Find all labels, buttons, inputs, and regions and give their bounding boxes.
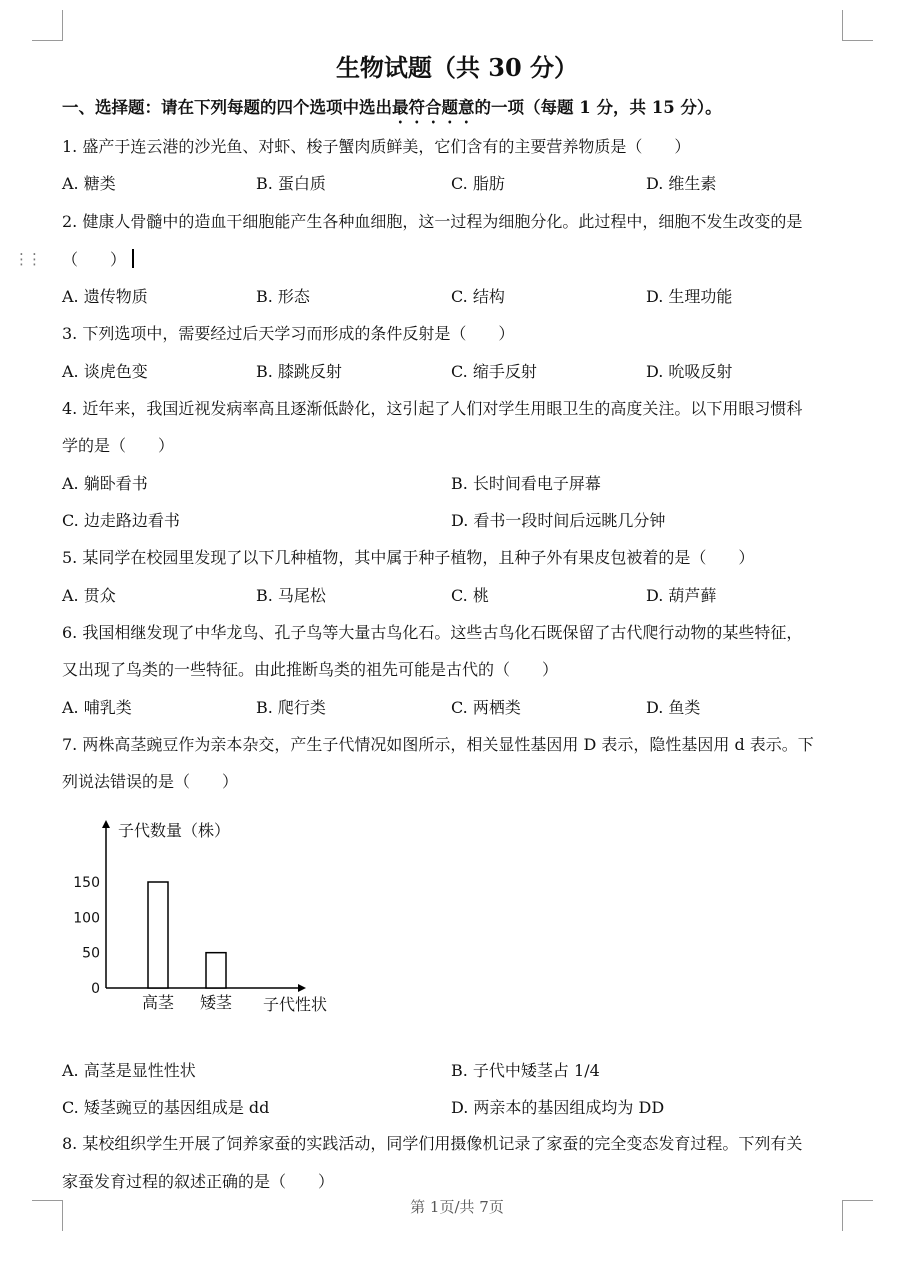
question-2-option-b: B. 形态 (256, 287, 310, 306)
question-5-option-a: A. 贯众 (62, 586, 116, 605)
y-tick-label: 100 (73, 910, 100, 927)
section-heading-emphasis: 最符合题意 (392, 98, 475, 117)
question-7-option-a: A. 高茎是显性性状 (62, 1061, 196, 1080)
bar-2 (206, 953, 226, 988)
offspring-bar-chart (60, 810, 360, 1025)
section-heading-prefix: 一、选择题：请在下列每题的四个选项中选出 (62, 98, 392, 117)
question-7-text-line-2: 列说法错误的是（ ） (62, 772, 239, 791)
question-4-text-line-1: 4. 近年来，我国近视发病率高且逐渐低龄化，这引起了人们对学生用眼卫生的高度关注。以下用眼习惯科 (62, 399, 803, 418)
question-8-text-line-1: 8. 某校组织学生开展了饲养家蚕的实践活动，同学们用摄像机记录了家蚕的完全变态发育过程。下列有关 (62, 1134, 803, 1153)
question-6-option-c: C. 两栖类 (451, 698, 521, 717)
question-2-answer-blank: （ ） (62, 250, 127, 269)
question-3-option-c: C. 缩手反射 (451, 362, 537, 381)
question-1-option-b: B. 蛋白质 (256, 174, 326, 193)
y-tick-label: 50 (82, 945, 100, 962)
question-1-option-a: A. 糖类 (62, 174, 116, 193)
question-2-text-line-2[interactable] (62, 249, 134, 270)
y-axis-arrow (102, 820, 110, 828)
question-1-option-c: C. 脂肪 (451, 174, 505, 193)
question-4-option-d: D. 看书一段时间后远眺几分钟 (451, 511, 666, 530)
question-3-option-b: B. 膝跳反射 (256, 362, 342, 381)
x-axis-arrow (298, 984, 306, 992)
question-3-option-a: A. 谈虎色变 (62, 362, 148, 381)
question-1-option-d: D. 维生素 (646, 174, 717, 193)
question-8-text-line-2: 家蚕发育过程的叙述正确的是（ ） (62, 1172, 335, 1191)
question-3-text: 3. 下列选项中，需要经过后天学习而形成的条件反射是（ ） (62, 324, 515, 343)
question-5-text: 5. 某同学在校园里发现了以下几种植物，其中属于种子植物，且种子外有果皮包被着的是（ ） (62, 548, 755, 567)
question-6-text-line-1: 6. 我国相继发现了中华龙鸟、孔子鸟等大量古鸟化石。这些古鸟化石既保留了古代爬行动物的某些特征， (62, 623, 803, 642)
page-footer: 第 1页/共 7页 (410, 1198, 504, 1216)
section-heading-suffix: 的一项（每题 1 分，共 15 分）。 (474, 98, 722, 117)
question-3-option-d: D. 吮吸反射 (646, 362, 733, 381)
question-2-option-c: C. 结构 (451, 287, 505, 306)
question-7-option-c: C. 矮茎豌豆的基因组成是 dd (62, 1098, 270, 1117)
question-7-text-line-1: 7. 两株高茎豌豆作为亲本杂交，产生子代情况如图所示，相关显性基因用 D 表示，隐性基因用 d 表示。下 (62, 735, 814, 754)
y-tick-label: 0 (91, 981, 100, 997)
page-title: 生物试题（共 30 分） (335, 53, 579, 82)
bar-1 (148, 882, 168, 988)
question-7-option-b: B. 子代中矮茎占 1/4 (451, 1061, 600, 1080)
question-7-option-d: D. 两亲本的基因组成均为 DD (451, 1098, 665, 1117)
x-category-label: 高茎 (141, 993, 175, 1012)
question-5-option-c: C. 桃 (451, 586, 489, 605)
question-2-option-d: D. 生理功能 (646, 287, 733, 306)
question-4-text-line-2: 学的是（ ） (62, 436, 175, 455)
x-category-label: 矮茎 (199, 993, 233, 1012)
question-4-option-a: A. 躺卧看书 (62, 474, 148, 493)
y-axis-label: 子代数量（株） (118, 821, 231, 840)
y-tick-label: 150 (73, 875, 100, 891)
question-5-option-b: B. 马尾松 (256, 586, 326, 605)
question-2-option-a: A. 遗传物质 (62, 287, 148, 306)
question-4-option-c: C. 边走路边看书 (62, 511, 180, 530)
question-6-option-b: B. 爬行类 (256, 698, 326, 717)
question-6-option-d: D. 鱼类 (646, 698, 701, 717)
text-cursor (132, 249, 134, 268)
question-2-text-line-1: 2. 健康人骨髓中的造血干细胞能产生各种血细胞，这一过程为细胞分化。此过程中，细胞不发生改变的是 (62, 212, 803, 231)
drag-handle-icon[interactable]: ⋮⋮ (14, 250, 40, 268)
section-heading (62, 94, 722, 127)
crop-mark-top-left (32, 10, 63, 41)
question-6-option-a: A. 哺乳类 (62, 698, 132, 717)
question-4-option-b: B. 长时间看电子屏幕 (451, 474, 601, 493)
question-6-text-line-2: 又出现了鸟类的一些特征。由此推断鸟类的祖先可能是古代的（ ） (62, 660, 559, 679)
x-axis-label: 子代性状 (262, 995, 328, 1014)
question-5-option-d: D. 葫芦藓 (646, 586, 717, 605)
question-1-text: 1. 盛产于连云港的沙光鱼、对虾、梭子蟹肉质鲜美，它们含有的主要营养物质是（ ） (62, 137, 691, 156)
crop-mark-top-right (842, 10, 873, 41)
